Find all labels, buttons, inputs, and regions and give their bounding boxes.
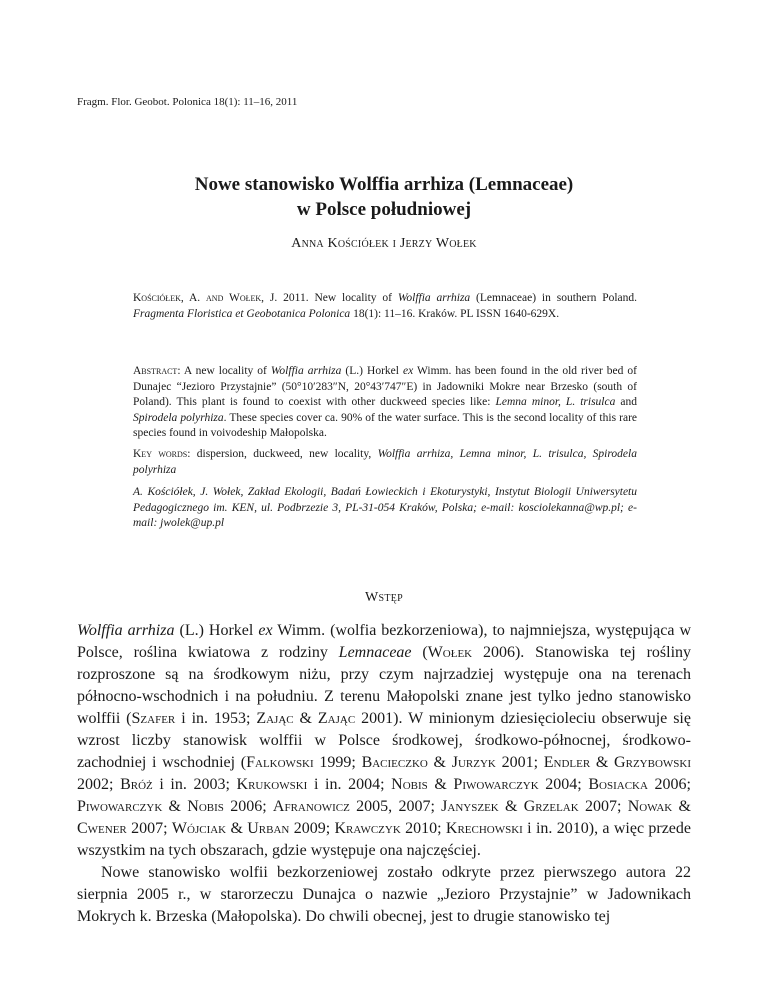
- section-heading: Wstęp: [364, 590, 404, 605]
- title-line-1: Nowe stanowisko Wolffia arrhiza (Lemnaceae): [194, 174, 574, 195]
- abstract-block: Abstract: A new locality of Wolffia arrhiza (L.) Horkel ex Wimm. has been found in the old river bed of Dunajec “Jezioro Przystajnie” (50°10′283″N, 20°43′747″E) in Jadowniki Mokre near Brzesko (south of Poland). This plant is found to coexist with other duckweed species like: Lemna minor, L. trisulca and Spirodela polyrhiza. These species cover ca. 90% of the water surface. This is the second locality of this rare species found in voivodeship Małopolska.: [133, 365, 638, 439]
- keywords-block: Key words: dispersion, duckweed, new locality, Wolffia arrhiza, Lemna minor, L. trisulca, Spirodela polyrhiza: [133, 448, 637, 476]
- journal-reference: Fragm. Flor. Geobot. Polonica 18(1): 11–16, 2011: [77, 96, 298, 108]
- citation-authors: Kościółek, A. and Wołek, J.: [133, 292, 278, 304]
- title-line-2: w Polsce południowej: [296, 199, 472, 220]
- keywords-label: Key words: [133, 448, 188, 460]
- abstract-label: Abstract: [133, 365, 178, 377]
- body-text: [77, 620, 691, 928]
- paper-title: [0, 172, 768, 222]
- paragraph-1: Wolffia arrhiza (L.) Horkel ex Wimm. (wolfia bezkorzeniowa), to najmniejsza, występująca w Polsce, roślina kwiatowa z rodziny Lemnaceae (Wołek 2006). Stanowiska tej rośliny rozproszone są na środkowym niżu, przy czym najrzadziej występuje ona na terenach północno-wschodnich i na południu. Z terenu Małopolski znane jest tylko jedno stanowisko wolffii (Szafer i in. 1953; Zając & Zając 2001). W minionym dziesięcioleciu obserwuje się wzrost liczby stanowisk wolffii w Polsce środkowej, środkowo-północnej, środkowo-zachodniej i wschodniej (Falkowski 1999; Bacieczko & Jurzyk 2001; Endler & Grzybowski 2002; Bróż i in. 2003; Krukowski i in. 2004; Nobis & Piwowarczyk 2004; Bosiacka 2006; Piwowarczyk & Nobis 2006; Afranowicz 2005, 2007; Janyszek & Grzelak 2007; Nowak & Cwener 2007; Wójciak & Urban 2009; Krawczyk 2010; Krechowski i in. 2010), a więc przede wszystkim na tych obszarach, gdzie występuje ona najczęściej.: [77, 622, 692, 859]
- citation-species: Wolffia arrhiza: [397, 292, 471, 304]
- paragraph-2: Nowe stanowisko wolfii bezkorzeniowej zostało odkryte przez pierwszego autora 22 sierpnia 2005 r., w starorzeczu Dunajca o nazwie „Jezioro Przystajnie” w Jadownikach Mokrych k. Brzeska (Małopolska). Do chwili obecnej, jest to drugie stanowisko tej: [77, 864, 691, 925]
- citation-block: Kościółek, A. and Wołek, J. 2011. New locality of Wolffia arrhiza (Lemnaceae) in southern Poland. Fragmenta Floristica et Geobotanica Polonica 18(1): 11–16. Kraków. PL ISSN 1640-629X.: [133, 292, 638, 320]
- citation-journal: Fragmenta Floristica et Geobotanica Polonica: [133, 307, 351, 320]
- author-address: A. Kościółek, J. Wołek, Zakład Ekologii, Badań Łowieckich i Ekoturystyki, Instytut Biologii Uniwersytetu Pedagogicznego im. KEN, ul. Podbrzezie 3, PL-31-054 Kraków, Polska; e-mail: kosciolekanna@wp.pl; e-mail: jwolek@up.pl: [133, 486, 637, 529]
- author-list: Anna Kościółek i Jerzy Wołek: [291, 236, 477, 251]
